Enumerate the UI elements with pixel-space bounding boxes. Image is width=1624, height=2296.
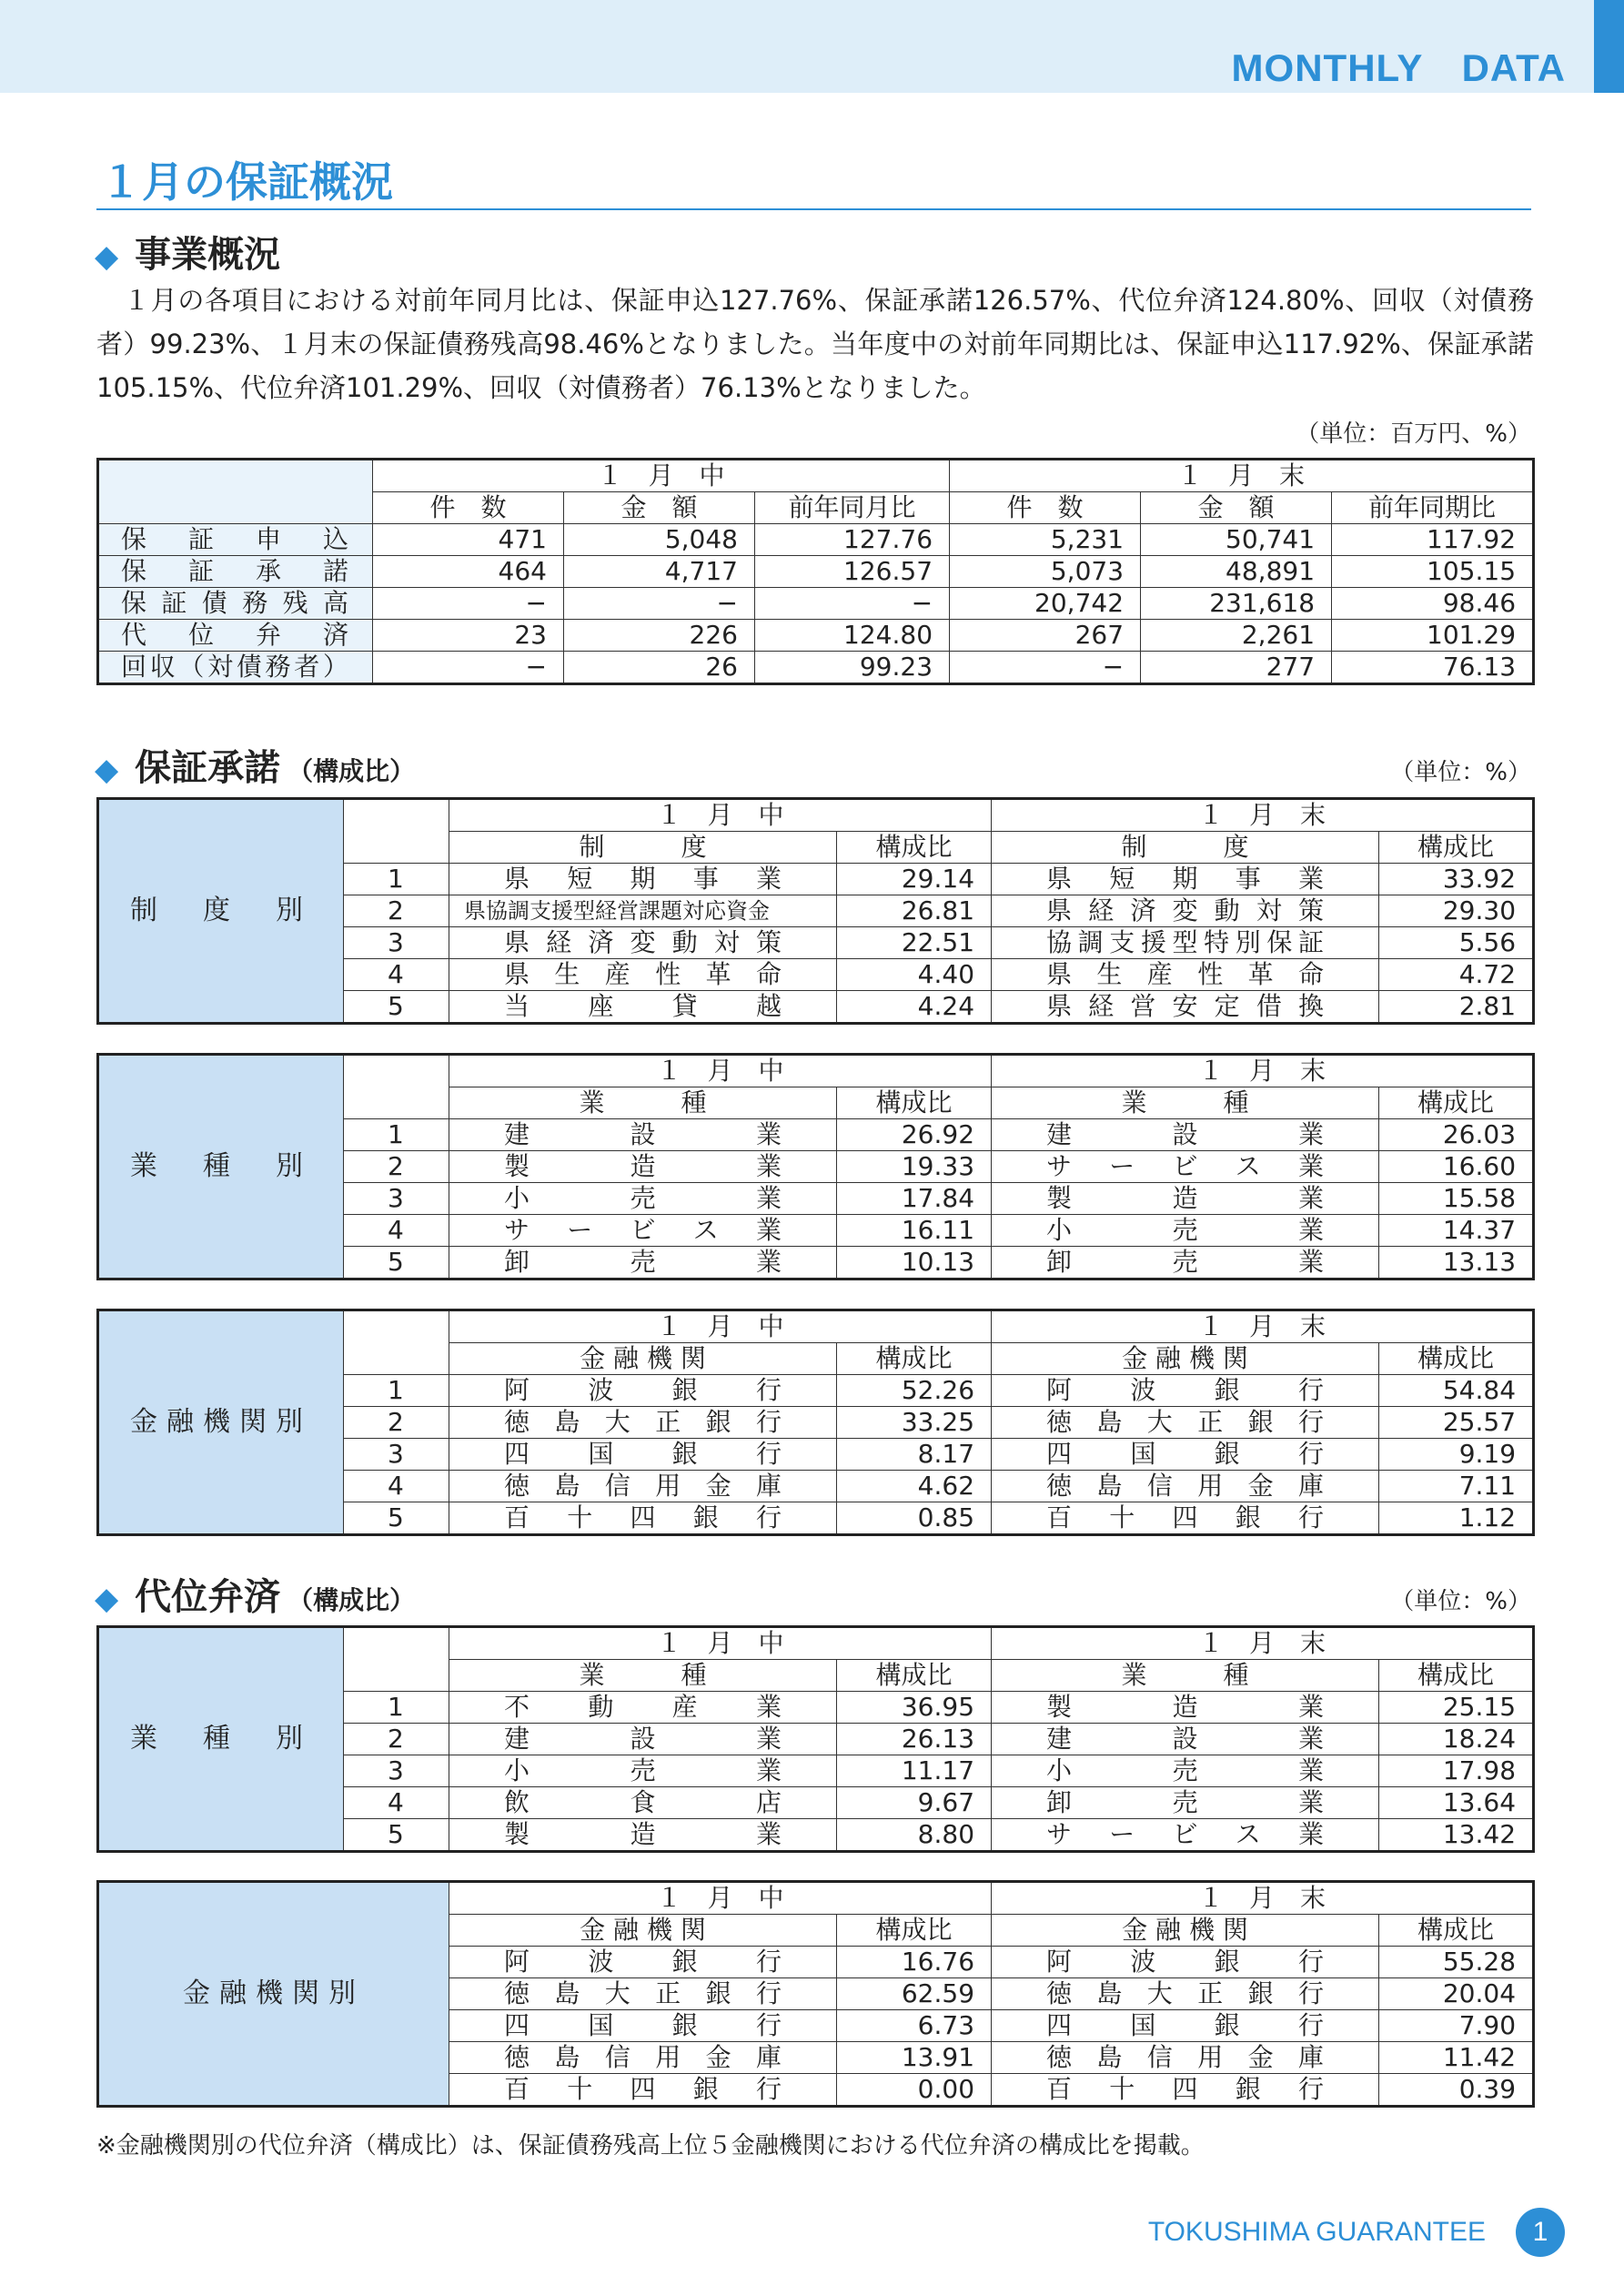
group-header: １ 月 中 (449, 1310, 992, 1343)
column-header: 構成比 (1379, 1087, 1534, 1119)
ratio-cell: 8.80 (837, 1819, 992, 1852)
row-label: 回収（対債務者） (98, 652, 373, 684)
header-row (98, 1882, 1534, 1915)
row-label: 保証債務残高 (98, 588, 373, 620)
item-name: 飲食店 (449, 1787, 837, 1819)
item-name: 県経営安定借換 (992, 991, 1379, 1024)
item-name: 阿波銀行 (449, 1375, 837, 1407)
ratio-cell: 29.30 (1379, 895, 1534, 927)
item-name: 百十四銀行 (992, 1502, 1379, 1535)
section-heading-overview (95, 226, 280, 278)
footnote: ※金融機関別の代位弁済（構成比）は、保証債務残高上位５金融機関における代位弁済の構成比を掲載。 (96, 2132, 1205, 2159)
rank-cell: 3 (344, 1755, 449, 1787)
ratio-cell: 55.28 (1379, 1947, 1534, 1978)
value-cell: 101.29 (1332, 620, 1534, 652)
ratio-cell: 14.37 (1379, 1215, 1534, 1247)
diamond-icon: ◆ (95, 1581, 119, 1617)
table-row (98, 652, 1534, 684)
page-title: １月の保証概況 (100, 157, 393, 207)
guarantee-scheme-table (96, 797, 1535, 1025)
ratio-cell: 10.13 (837, 1247, 992, 1279)
group-header: １ 月 末 (992, 799, 1534, 832)
ratio-cell: 26.81 (837, 895, 992, 927)
ratio-cell: 9.67 (837, 1787, 992, 1819)
item-name: 小売業 (992, 1755, 1379, 1787)
column-header: 構成比 (1379, 1343, 1534, 1375)
value-cell: 20,742 (950, 588, 1141, 620)
value-cell: 5,048 (564, 524, 755, 556)
value-cell: 471 (373, 524, 564, 556)
table-row (98, 588, 1534, 620)
rank-cell: 4 (344, 1215, 449, 1247)
item-name: 小売業 (992, 1215, 1379, 1247)
ratio-cell: 18.24 (1379, 1724, 1534, 1755)
value-cell: 5,073 (950, 556, 1141, 588)
ratio-cell: 54.84 (1379, 1375, 1534, 1407)
ratio-cell: 7.90 (1379, 2010, 1534, 2042)
value-cell: − (564, 588, 755, 620)
value-cell: − (373, 588, 564, 620)
column-header: 前年同月比 (755, 492, 950, 524)
item-name: 四国銀行 (449, 2010, 837, 2042)
rank-cell: 2 (344, 1407, 449, 1439)
group-header: １ 月 中 (449, 1627, 992, 1660)
ratio-cell: 19.33 (837, 1151, 992, 1183)
category-label: 業 種 別 (98, 1627, 344, 1852)
group-header: １ 月 末 (992, 1627, 1534, 1660)
ratio-cell: 29.14 (837, 864, 992, 895)
overview-unit: （単位：百万円、%） (1296, 420, 1531, 448)
item-name: 県短期事業 (449, 864, 837, 895)
item-name: 四国銀行 (449, 1439, 837, 1471)
category-label: 金融機関別 (98, 1882, 449, 2107)
ratio-cell: 5.56 (1379, 927, 1534, 959)
item-name: 徳島大正銀行 (449, 1407, 837, 1439)
column-header: 業 種 (449, 1660, 837, 1692)
ratio-cell: 13.13 (1379, 1247, 1534, 1279)
value-cell: 267 (950, 620, 1141, 652)
subrogation-unit: （単位：%） (1390, 1588, 1531, 1615)
ratio-cell: 26.13 (837, 1724, 992, 1755)
item-name: 製造業 (449, 1151, 837, 1183)
rank-cell: 3 (344, 1439, 449, 1471)
row-label: 代位弁済 (98, 620, 373, 652)
item-name: 四国銀行 (992, 1439, 1379, 1471)
value-cell: 277 (1141, 652, 1332, 684)
item-name: 小売業 (449, 1183, 837, 1215)
value-cell: 226 (564, 620, 755, 652)
item-name: 百十四銀行 (449, 1502, 837, 1535)
empty-cell (344, 1627, 449, 1692)
ratio-cell: 1.12 (1379, 1502, 1534, 1535)
ratio-cell: 7.11 (1379, 1471, 1534, 1502)
monthly-data-title: MONTHLY DATA (1231, 46, 1566, 89)
ratio-cell: 9.19 (1379, 1439, 1534, 1471)
rank-cell: 5 (344, 1819, 449, 1852)
rank-cell: 5 (344, 991, 449, 1024)
column-header: 業 種 (449, 1087, 837, 1119)
group-header: １ 月 中 (449, 799, 992, 832)
item-name: 阿波銀行 (449, 1947, 837, 1978)
item-name: 製造業 (992, 1692, 1379, 1724)
ratio-cell: 25.57 (1379, 1407, 1534, 1439)
section-subtitle: （構成比） (287, 1585, 416, 1615)
column-header: 業 種 (992, 1660, 1379, 1692)
row-label: 保証申込 (98, 524, 373, 556)
ratio-cell: 16.60 (1379, 1151, 1534, 1183)
item-name: 小売業 (449, 1755, 837, 1787)
group-header: １ 月 中 (449, 1055, 992, 1087)
column-header: 構成比 (1379, 832, 1534, 864)
item-name: 製造業 (992, 1183, 1379, 1215)
rank-cell: 2 (344, 895, 449, 927)
item-name: 県経済変動対策 (449, 927, 837, 959)
item-name: 徳島大正銀行 (992, 1407, 1379, 1439)
value-cell: 2,261 (1141, 620, 1332, 652)
guarantee-industry-table (96, 1053, 1535, 1280)
column-header: 制 度 (992, 832, 1379, 864)
empty-cell (98, 460, 373, 524)
ratio-cell: 13.91 (837, 2042, 992, 2074)
value-cell: 464 (373, 556, 564, 588)
ratio-cell: 16.76 (837, 1947, 992, 1978)
rank-cell: 1 (344, 864, 449, 895)
ratio-cell: 26.03 (1379, 1119, 1534, 1151)
value-cell: 127.76 (755, 524, 950, 556)
ratio-cell: 4.72 (1379, 959, 1534, 991)
column-header: 構成比 (837, 1087, 992, 1119)
item-name: 建設業 (449, 1119, 837, 1151)
item-name: 県短期事業 (992, 864, 1379, 895)
rank-cell: 1 (344, 1692, 449, 1724)
column-header: 構成比 (837, 1343, 992, 1375)
ratio-cell: 6.73 (837, 2010, 992, 2042)
column-header: 業 種 (992, 1087, 1379, 1119)
column-header: 構成比 (837, 1660, 992, 1692)
rank-cell: 5 (344, 1247, 449, 1279)
value-cell: − (373, 652, 564, 684)
group-header: １ 月 末 (992, 1055, 1534, 1087)
group-header: １ 月 中 (373, 460, 950, 492)
item-name: 徳島信用金庫 (449, 2042, 837, 2074)
rank-cell: 4 (344, 959, 449, 991)
diamond-icon: ◆ (95, 752, 119, 788)
ratio-cell: 17.98 (1379, 1755, 1534, 1787)
column-header: 金 融 機 関 (992, 1915, 1379, 1947)
row-label: 保証承諾 (98, 556, 373, 588)
category-label: 業 種 別 (98, 1055, 344, 1279)
header-row (98, 1055, 1534, 1087)
value-cell: 48,891 (1141, 556, 1332, 588)
item-name: 徳島大正銀行 (449, 1978, 837, 2010)
ratio-cell: 62.59 (837, 1978, 992, 2010)
guarantee-bank-table (96, 1309, 1535, 1536)
overview-table (96, 458, 1535, 685)
section-title: 事業概況 (135, 234, 281, 276)
item-name: 建設業 (992, 1724, 1379, 1755)
category-label: 金融機関別 (98, 1310, 344, 1535)
value-cell: 231,618 (1141, 588, 1332, 620)
value-cell: 124.80 (755, 620, 950, 652)
rank-cell: 1 (344, 1375, 449, 1407)
value-cell: 76.13 (1332, 652, 1534, 684)
diamond-icon: ◆ (95, 238, 119, 275)
rank-cell: 2 (344, 1151, 449, 1183)
value-cell: 50,741 (1141, 524, 1332, 556)
section-subtitle: （構成比） (287, 756, 416, 786)
subrogation-industry-table (96, 1625, 1535, 1853)
ratio-cell: 52.26 (837, 1375, 992, 1407)
table-row (98, 556, 1534, 588)
ratio-cell: 25.15 (1379, 1692, 1534, 1724)
header-row (98, 460, 1534, 492)
ratio-cell: 11.17 (837, 1755, 992, 1787)
item-name: 協調支援型特別保証 (992, 927, 1379, 959)
item-name: 建設業 (449, 1724, 837, 1755)
empty-cell (344, 1055, 449, 1119)
ratio-cell: 33.25 (837, 1407, 992, 1439)
item-name: 百十四銀行 (449, 2074, 837, 2107)
column-header: 金 額 (1141, 492, 1332, 524)
item-name: 県生産性革命 (992, 959, 1379, 991)
ratio-cell: 8.17 (837, 1439, 992, 1471)
value-cell: 23 (373, 620, 564, 652)
column-header: 構成比 (1379, 1915, 1534, 1947)
item-name: 徳島信用金庫 (449, 1471, 837, 1502)
empty-cell (344, 799, 449, 864)
item-name: 県経済変動対策 (992, 895, 1379, 927)
column-header: 金 融 機 関 (992, 1343, 1379, 1375)
ratio-cell: 15.58 (1379, 1183, 1534, 1215)
empty-cell (344, 1310, 449, 1375)
item-name: 阿波銀行 (992, 1375, 1379, 1407)
value-cell: 4,717 (564, 556, 755, 588)
ratio-cell: 13.64 (1379, 1787, 1534, 1819)
item-name: 卸売業 (449, 1247, 837, 1279)
subrogation-bank-table (96, 1880, 1535, 2108)
column-header: 金 融 機 関 (449, 1343, 837, 1375)
column-header: 構成比 (837, 1915, 992, 1947)
section-title: 代位弁済 (135, 1576, 281, 1618)
category-label: 制 度 別 (98, 799, 344, 1024)
item-name: 徳島信用金庫 (992, 1471, 1379, 1502)
item-name: 卸売業 (992, 1247, 1379, 1279)
column-header: 構成比 (1379, 1660, 1534, 1692)
ratio-cell: 2.81 (1379, 991, 1534, 1024)
group-header: １ 月 末 (992, 1310, 1534, 1343)
rank-cell: 4 (344, 1471, 449, 1502)
rank-cell: 3 (344, 927, 449, 959)
ratio-cell: 4.62 (837, 1471, 992, 1502)
value-cell: 105.15 (1332, 556, 1534, 588)
rank-cell: 2 (344, 1724, 449, 1755)
item-name: 県協調支援型経営課題対応資金 (449, 895, 837, 927)
rank-cell: 1 (344, 1119, 449, 1151)
ratio-cell: 16.11 (837, 1215, 992, 1247)
ratio-cell: 22.51 (837, 927, 992, 959)
column-header: 前年同期比 (1332, 492, 1534, 524)
item-name: 四国銀行 (992, 2010, 1379, 2042)
ratio-cell: 11.42 (1379, 2042, 1534, 2074)
title-divider (96, 208, 1531, 210)
ratio-cell: 0.85 (837, 1502, 992, 1535)
item-name: 製造業 (449, 1819, 837, 1852)
header-accent-bar (1594, 0, 1624, 93)
item-name: サービス業 (449, 1215, 837, 1247)
ratio-cell: 33.92 (1379, 864, 1534, 895)
footer-brand: TOKUSHIMA GUARANTEE (1147, 2217, 1486, 2247)
item-name: 百十四銀行 (992, 2074, 1379, 2107)
header-row (98, 1310, 1534, 1343)
item-name: 阿波銀行 (992, 1947, 1379, 1978)
column-header: 構成比 (837, 832, 992, 864)
item-name: 不動産業 (449, 1692, 837, 1724)
rank-cell: 3 (344, 1183, 449, 1215)
column-header: 件 数 (373, 492, 564, 524)
group-header: １ 月 末 (992, 1882, 1534, 1915)
value-cell: 98.46 (1332, 588, 1534, 620)
value-cell: 99.23 (755, 652, 950, 684)
rank-cell: 5 (344, 1502, 449, 1535)
ratio-cell: 13.42 (1379, 1819, 1534, 1852)
value-cell: 117.92 (1332, 524, 1534, 556)
guarantee-unit: （単位：%） (1390, 759, 1531, 786)
ratio-cell: 26.92 (837, 1119, 992, 1151)
ratio-cell: 20.04 (1379, 1978, 1534, 2010)
item-name: 建設業 (992, 1119, 1379, 1151)
column-header: 制 度 (449, 832, 837, 864)
section-title: 保証承諾 (135, 747, 281, 789)
item-name: 県生産性革命 (449, 959, 837, 991)
item-name: サービス業 (992, 1819, 1379, 1852)
item-name: サービス業 (992, 1151, 1379, 1183)
rank-cell: 4 (344, 1787, 449, 1819)
ratio-cell: 0.00 (837, 2074, 992, 2107)
ratio-cell: 0.39 (1379, 2074, 1534, 2107)
section-heading-subrogation (95, 1568, 415, 1620)
value-cell: − (755, 588, 950, 620)
header-row (98, 1627, 1534, 1660)
page-number: 1 (1516, 2208, 1565, 2257)
column-header: 金 額 (564, 492, 755, 524)
table-row (98, 524, 1534, 556)
ratio-cell: 4.24 (837, 991, 992, 1024)
value-cell: − (950, 652, 1141, 684)
column-header: 金 融 機 関 (449, 1915, 837, 1947)
header-row (98, 799, 1534, 832)
group-header: １ 月 末 (950, 460, 1534, 492)
ratio-cell: 17.84 (837, 1183, 992, 1215)
ratio-cell: 36.95 (837, 1692, 992, 1724)
value-cell: 5,231 (950, 524, 1141, 556)
item-name: 徳島信用金庫 (992, 2042, 1379, 2074)
section-heading-guarantee (95, 739, 415, 791)
group-header: １ 月 中 (449, 1882, 992, 1915)
table-row (98, 620, 1534, 652)
value-cell: 126.57 (755, 556, 950, 588)
item-name: 当座貸越 (449, 991, 837, 1024)
overview-paragraph: １月の各項目における対前年同月比は、保証申込127.76%、保証承諾126.57%、代位弁済124.80%、回収（対債務者）99.23%、１月末の保証債務残高98.46%となりました。当年度中の対前年同期比は、保証申込117.92%、保証承諾105.15%、代位弁済101.29%、回収（対債務者）76.13%となりました。 (96, 285, 1534, 403)
ratio-cell: 4.40 (837, 959, 992, 991)
column-header: 件 数 (950, 492, 1141, 524)
item-name: 徳島大正銀行 (992, 1978, 1379, 2010)
value-cell: 26 (564, 652, 755, 684)
item-name: 卸売業 (992, 1787, 1379, 1819)
